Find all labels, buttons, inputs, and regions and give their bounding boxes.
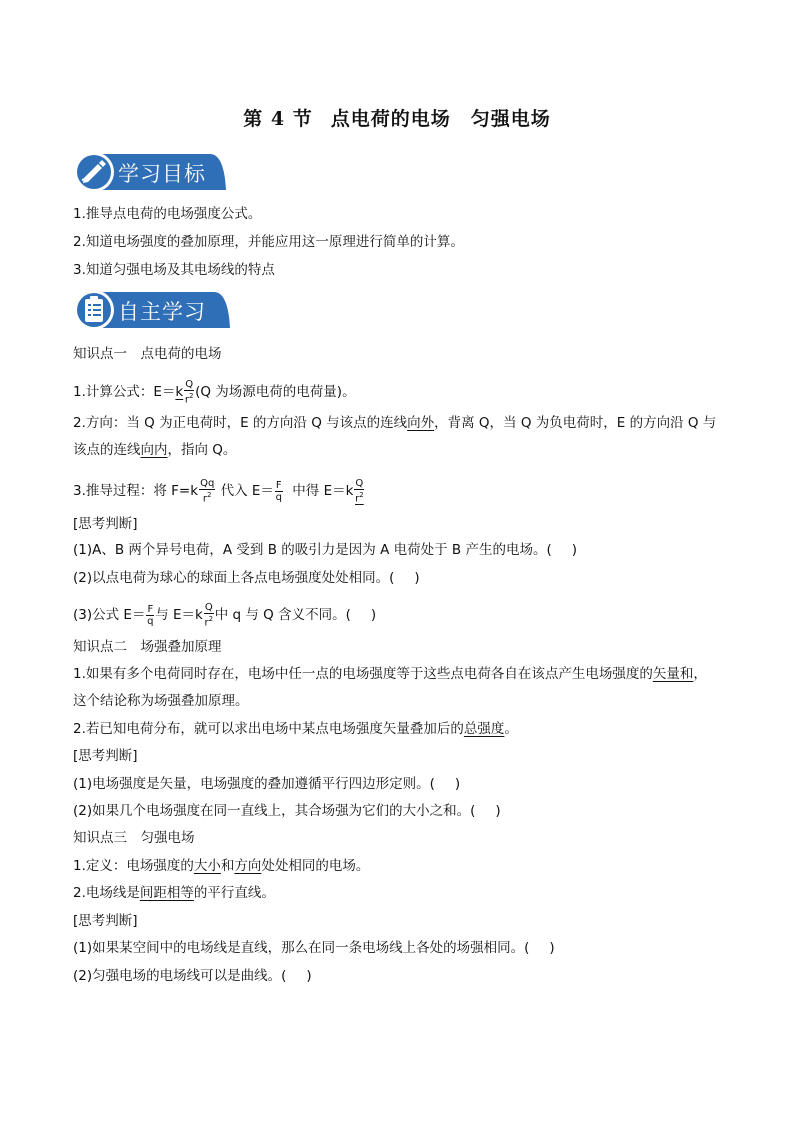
kp1-judge-1-text: (1)A、B 两个异号电荷，A 受到 B 的吸引力是因为 A 电荷处于 B 产生的电场。( [73,542,552,558]
derive-f3-r: r [355,493,360,505]
derive-text-b: 代入 E＝ [220,483,274,500]
kp1-judge-2 [73,569,420,587]
section-number: 第 4 节 [243,108,313,130]
objective-1: 1.推导点电荷的电场强度公式。 [73,206,262,222]
judge3-text-b: 与 E＝k [155,607,203,624]
kp2-p2-text-b: 。 [504,721,518,737]
kp3-equal-spacing: 间距相等 [139,885,194,901]
kp3-definition [73,857,369,875]
judge3-f2-r: r [204,617,209,629]
direction-inward: 向内 [140,442,168,458]
kp1-judge-2-close: ) [414,570,420,586]
kp3-judge-1 [73,939,555,957]
derive-f1-r: r [202,493,208,505]
kp3-direction: 方向 [234,858,262,874]
kp1-heading: 知识点一 点电荷的电场 [73,346,222,362]
formula-fraction [184,379,194,405]
judge3-text-c: 中 q 与 Q 含义不同。( [214,607,351,624]
direction-text-a: 2.方向：当 Q 为正电荷时，E 的方向沿 Q 与该点的连线 [73,415,408,431]
kp2-judge-1-text: (1)电场强度是矢量，电场强度的叠加遵循平行四边形定则。( [73,776,435,792]
den-exponent: 2 [189,392,194,400]
kp2-p1-text-b: ， [693,666,707,682]
kp3-judge-2-close: ) [306,968,312,984]
objective-2: 2.知道电场强度的叠加原理，并能应用这一原理进行简单的计算。 [73,234,464,250]
kp3-heading: 知识点三 匀强电场 [73,830,195,846]
formula-prefix: 1.计算公式：E＝ [73,384,176,401]
fraction-numerator: Q [185,379,194,390]
kp2-judge-2-close: ) [495,803,501,819]
derive-f1-den [199,490,215,504]
kp3-lines-text-a: 2.电场线是 [73,885,140,901]
judge3-text-a: (3)公式 E＝ [73,607,146,624]
kp2-judge-1-close: ) [454,776,461,792]
kp2-judge-2 [73,802,501,820]
direction-outward: 向外 [407,415,435,431]
objective-3: 3.知道匀强电场及其电场线的特点 [73,262,275,278]
pencil-icon [72,150,116,194]
derive-fraction-2 [275,480,283,503]
page-title [0,104,794,131]
kp3-field-lines [73,884,275,902]
direction-text-d: ，指向 Q。 [167,442,237,458]
kp2-judge-2-text: (2)如果几个电场强度在同一直线上，其合场强为它们的大小之和。( [73,803,476,819]
kp1-judge-3 [73,602,376,628]
kp2-judge-heading: [思考判断] [73,748,138,764]
kp3-lines-text-b: 的平行直线。 [193,885,275,901]
objectives-banner-label: 学习目标 [118,162,206,186]
section-name: 点电荷的电场 匀强电场 [330,108,551,130]
derive-fraction-3 [354,478,364,504]
derive-f3-num: Q [355,478,364,489]
judge3-f2-num: Q [204,602,213,613]
kp3-def-text-b: 和 [220,858,235,874]
kp1-judge-heading: [思考判断] [73,516,138,532]
derive-f3-den [354,490,364,504]
kp3-judge-1-text: (1)如果某空间中的电场线是直线，那么在同一条电场线上各处的场强相同。( [73,940,530,956]
kp2-judge-1 [73,775,460,793]
kp2-p1-text-c: 这个结论称为场强叠加原理。 [73,693,249,709]
derive-f1-exp: 2 [207,491,212,499]
kp1-judge-1 [73,541,577,559]
kp1-judge-1-close: ) [571,542,577,558]
self-study-banner-label: 自主学习 [118,300,206,324]
derive-f3-exp: 2 [359,491,364,499]
objectives-banner [72,150,228,196]
judge3-fraction-1 [146,604,154,627]
kp1-direction [73,410,733,464]
self-study-banner [72,288,232,334]
kp2-vector-sum: 矢量和 [652,666,694,682]
kp2-superposition [73,720,518,738]
kp3-def-text-a: 1.定义：电场强度的 [73,858,194,874]
kp3-judge-2 [73,967,312,985]
kp2-p2-text-a: 2.若已知电荷分布，就可以求出电场中某点电场强度矢量叠加后的 [73,721,464,737]
direction-text-b: ，背离 Q，当 Q 为负电荷时，E 的方向沿 Q 与 [434,415,717,431]
judge3-f1-num: F [147,603,154,615]
direction-text-c: 该点的连线 [73,442,141,458]
derive-f2-num: F [275,479,282,491]
formula-note: (Q 为场源电荷的电荷量)。 [195,384,356,401]
kp3-judge-heading: [思考判断] [73,913,138,929]
formula-k: k [175,384,184,401]
judge3-f1-den: q [147,615,154,627]
kp1-judge-2-text: (2)以点电荷为球心的球面上各点电场强度处处相同。( [73,570,395,586]
fraction-denominator [184,391,194,405]
kp2-principle [73,661,733,715]
clipboard-icon [72,288,116,332]
judge3-fraction-2 [204,602,214,628]
judge3-close: ) [370,607,377,624]
kp3-judge-2-text: (2)匀强电场的电场线可以是曲线。( [73,968,287,984]
kp1-formula [73,379,356,405]
kp1-derivation [73,478,365,504]
derive-text-a: 3.推导过程：将 F=k [73,483,199,500]
kp2-total-strength: 总强度 [463,721,505,737]
derive-f1-num: Qq [200,478,215,489]
judge3-f2-exp: 2 [208,615,214,623]
kp2-heading: 知识点二 场强叠加原理 [73,639,222,655]
derive-fraction-1 [199,478,215,504]
kp2-p1-text-a: 1.如果有多个电荷同时存在，电场中任一点的电场强度等于这些点电荷各自在该点产生电场强度的 [73,666,653,682]
kp3-magnitude: 大小 [193,858,221,874]
kp3-judge-1-close: ) [549,940,555,956]
derive-text-c: 中得 E＝k [292,483,354,500]
derive-f2-den: q [275,491,282,503]
kp3-def-text-c: 处处相同的电场。 [261,858,370,874]
judge3-f2-den [204,614,214,628]
den-r: r [184,394,190,406]
